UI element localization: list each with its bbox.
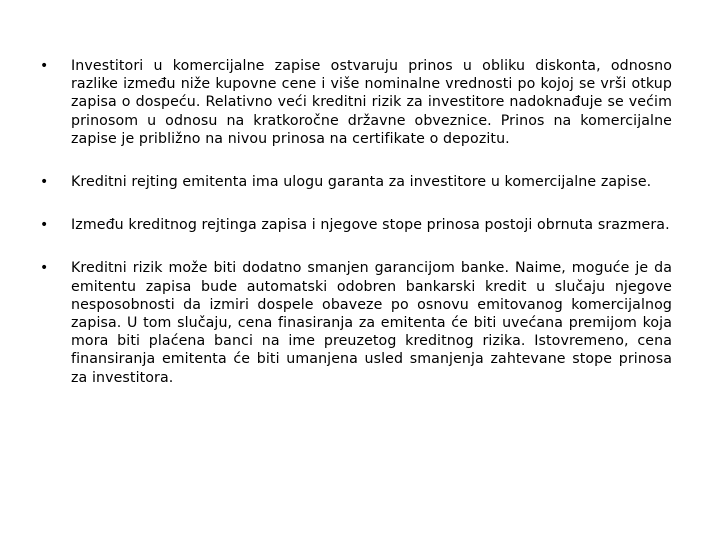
bullet-text: Investitori u komercijalne zapise ostvaruju prinos u obliku diskonta, odnosno razlike između niže kupovne cene i više nominalne vrednosti po kojoj se vrši otkup zapisa o dospeću. Relativno veći kreditni rizik za investitore nadoknađuje se većim prinosom u odnosu na kratkoročne državne obveznice. Prinos na komercijalne zapise je približno na nivou prinosa na certifikate o depozitu. — [71, 58, 672, 147]
bullet-text: Između kreditnog rejtinga zapisa i njegove stope prinosa postoji obrnuta srazmera. — [71, 217, 670, 234]
bullet-dot-icon: • — [40, 260, 49, 277]
bullet-list — [40, 57, 672, 412]
bullet-text: Kreditni rizik može biti dodatno smanjen garancijom banke. Naime, moguće je da emitentu zapisa bude automatski odobren bankarski kredit u slučaju njegove nesposobnosti da izmiri dospele obaveze po osnovu emitovanog komercijalnog zapisa. U tom slučaju, cena finasiranja za emitenta će biti uvećana premijom koja mora biti plaćena banci na ime preuzetog kreditnog rizika. Istovremeno, cena finansiranja emitenta će biti umanjena usled smanjenja zahtevane stope prinosa za investitora. — [71, 260, 672, 386]
bullet-dot-icon: • — [40, 217, 49, 234]
bullet-text: Kreditni rejting emitenta ima ulogu garanta za investitore u komercijalne zapise. — [71, 174, 652, 191]
bullet-item — [40, 173, 672, 191]
bullet-dot-icon: • — [40, 174, 49, 191]
bullet-item — [40, 57, 672, 148]
bullet-dot-icon: • — [40, 58, 49, 74]
bullet-item — [40, 216, 672, 234]
bullet-item — [40, 259, 672, 386]
